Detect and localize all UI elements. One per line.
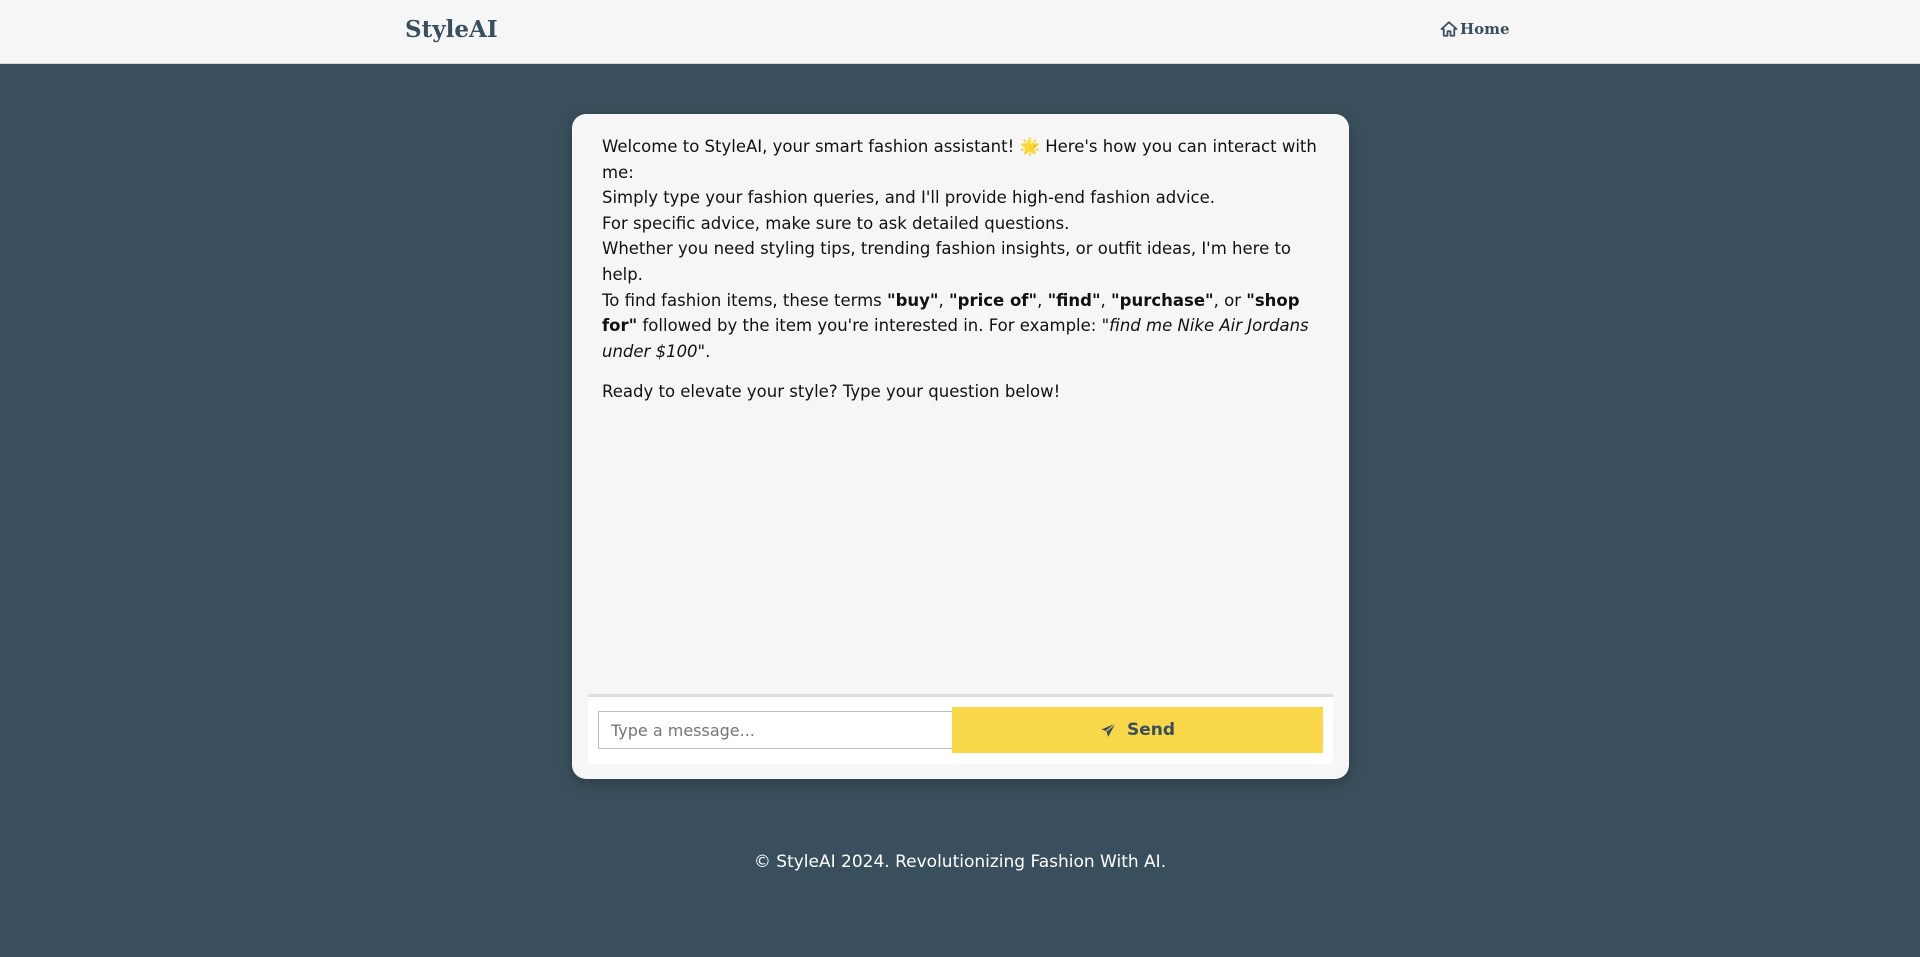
message-input-area — [588, 694, 1333, 764]
instruction-line: Simply type your fashion queries, and I'll provide high-end fashion advice. — [602, 188, 1216, 208]
brand-logo[interactable]: StyleAI — [405, 16, 498, 43]
navbar — [0, 0, 1920, 64]
send-button[interactable] — [952, 707, 1323, 753]
ready-message: Ready to elevate your style? Type your question below! — [602, 382, 1061, 402]
instruction-line: For specific advice, make sure to ask detailed questions. — [602, 213, 1070, 233]
term-buy: "buy" — [887, 290, 939, 310]
example-query: "find me Nike Air Jordans under $100" — [602, 316, 1309, 361]
chat-messages — [602, 134, 1322, 704]
instruction-line: Whether you need styling tips, trending fashion insights, or outfit ideas, I'm here to help. — [602, 239, 1292, 284]
term-price-of: "price of" — [949, 290, 1038, 310]
message-input[interactable] — [598, 711, 953, 749]
welcome-message: Welcome to StyleAI, your smart fashion assistant! 🌟 Here's how you can interact with me: — [602, 137, 1317, 182]
search-terms-line: To find fashion items, these terms "buy", "price of", "find", "purchase", or "shop for" followed by the item you're interested in. For example: "find me Nike Air Jordans under $100". — [602, 290, 1309, 361]
send-label: Send — [1126, 720, 1176, 740]
footer-text: © StyleAI 2024. Revolutionizing Fashion With AI. — [753, 852, 1167, 872]
paper-plane-icon — [1100, 722, 1117, 739]
chat-card — [572, 114, 1349, 779]
term-find: "find" — [1047, 290, 1101, 310]
term-shop-for: "shop for" — [602, 290, 1300, 336]
home-icon — [1440, 20, 1458, 38]
term-purchase: "purchase" — [1111, 290, 1214, 310]
home-link[interactable] — [1440, 20, 1510, 38]
home-label: Home — [1460, 20, 1510, 38]
